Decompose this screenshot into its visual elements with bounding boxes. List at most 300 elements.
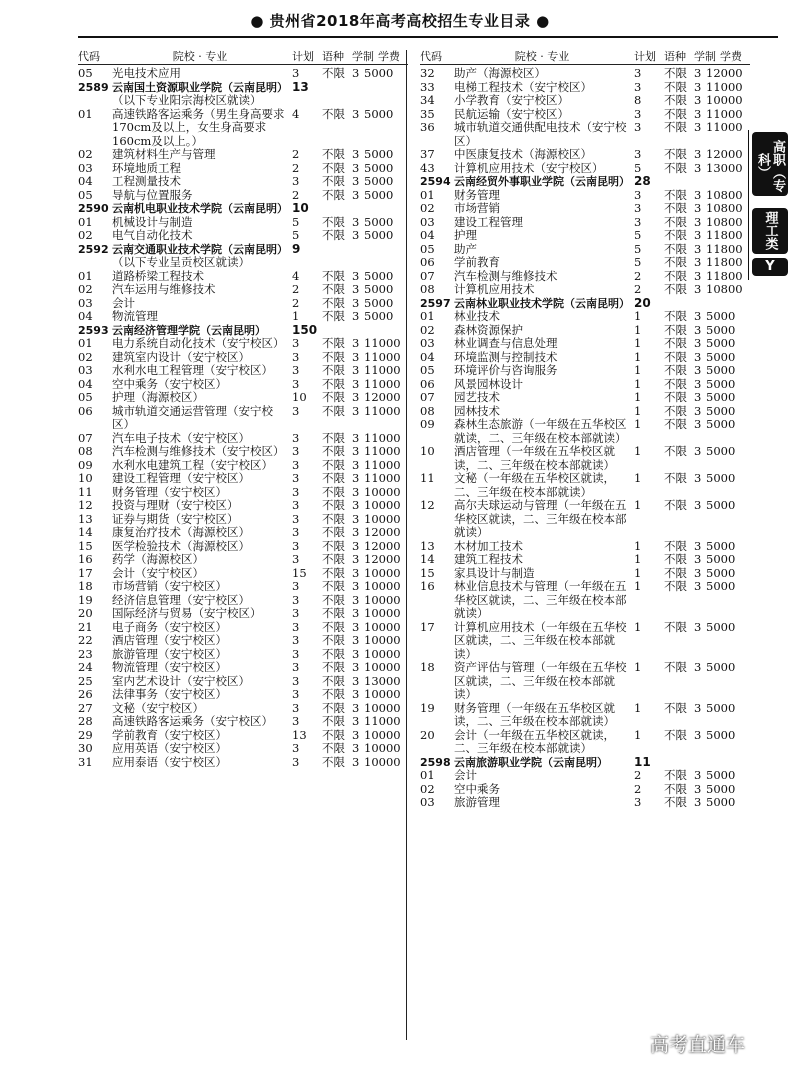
major-code: 05 (78, 66, 93, 80)
major-name: 工程测量技术 (112, 174, 181, 188)
major-years: 3 (352, 444, 360, 458)
major-name: 汽车运用与维修技术 (112, 282, 216, 296)
major-code: 09 (420, 417, 435, 431)
major-language: 不限 (322, 484, 345, 499)
major-fee: 5000 (364, 147, 394, 161)
major-code: 02 (420, 322, 435, 337)
table-row (420, 67, 750, 81)
major-fee: 5000 (364, 214, 394, 229)
major-code: 34 (420, 93, 435, 107)
major-fee: 10000 (364, 579, 401, 593)
table-row (78, 715, 408, 729)
major-name: 建设工程管理（安宁校区） (112, 471, 250, 485)
major-plan: 1 (634, 403, 642, 418)
school-row (78, 202, 408, 216)
header-lang: 语种 (322, 50, 344, 63)
major-code: 25 (78, 673, 93, 688)
major-fee: 5000 (706, 471, 736, 485)
major-plan: 3 (292, 606, 300, 620)
major-years: 3 (694, 565, 702, 580)
major-plan: 3 (292, 66, 300, 80)
major-name: 会计 (112, 295, 135, 310)
major-code: 07 (420, 268, 435, 283)
major-years: 3 (352, 538, 360, 553)
major-name: 高速铁路客运乘务（男生身高要求170cm及以上，女生身高要求160cm及以上。） (112, 106, 285, 148)
major-plan: 5 (634, 241, 642, 256)
major-plan: 1 (634, 727, 642, 742)
school-name: 云南经济管理学院（云南昆明） (112, 323, 266, 337)
major-plan: 1 (634, 565, 642, 580)
major-fee: 13000 (706, 160, 743, 175)
major-language: 不限 (322, 390, 345, 404)
major-years: 3 (694, 187, 702, 202)
table-row (420, 391, 750, 405)
major-plan: 3 (292, 376, 300, 391)
major-code: 15 (78, 538, 93, 553)
major-plan: 1 (634, 579, 642, 593)
major-plan: 3 (292, 619, 300, 634)
major-code: 01 (78, 106, 93, 121)
major-plan: 3 (634, 201, 642, 215)
major-years: 3 (352, 336, 360, 350)
major-years: 3 (694, 727, 702, 742)
major-language: 不限 (664, 228, 687, 242)
major-name: 建筑工程技术 (454, 552, 523, 566)
major-years: 3 (694, 376, 702, 391)
left-column (78, 50, 408, 769)
major-years: 3 (352, 228, 360, 242)
major-language: 不限 (664, 187, 687, 202)
major-name: 经济信息管理（安宁校区） (112, 592, 250, 607)
major-name: 应用泰语（安宁校区） (112, 754, 227, 769)
major-plan: 3 (292, 633, 300, 647)
table-row (420, 418, 750, 445)
major-language: 不限 (664, 309, 687, 323)
major-plan: 3 (292, 498, 300, 512)
major-language: 不限 (322, 363, 345, 377)
major-years: 3 (352, 390, 360, 404)
table-row (78, 67, 408, 81)
table-row (420, 256, 750, 270)
major-name: 财务管理（一年级在五华校区就读，二、三年级在校本部就读） (454, 700, 615, 728)
major-years: 3 (352, 727, 360, 742)
major-plan: 3 (292, 646, 300, 661)
major-name: 证券与期货（安宁校区） (112, 511, 239, 526)
major-plan: 1 (634, 444, 642, 458)
table-row (420, 283, 750, 297)
table-row (420, 499, 750, 540)
major-plan: 2 (292, 160, 300, 175)
major-plan: 3 (634, 79, 642, 94)
major-name: 助产 (454, 241, 477, 256)
major-name: 护理（海源校区） (112, 390, 204, 404)
table-header (420, 50, 750, 65)
major-language: 不限 (322, 282, 345, 296)
major-code: 04 (78, 376, 93, 391)
major-years: 3 (694, 241, 702, 256)
major-code: 22 (78, 633, 93, 647)
major-fee: 10000 (364, 727, 401, 742)
major-code: 18 (78, 579, 93, 593)
major-fee: 11800 (706, 228, 743, 242)
major-code: 20 (420, 727, 435, 742)
major-code: 23 (78, 646, 93, 661)
table-row (78, 108, 408, 149)
table-row (78, 499, 408, 513)
major-years: 3 (694, 214, 702, 229)
major-code: 29 (78, 727, 93, 742)
table-row (78, 175, 408, 189)
major-years: 3 (352, 147, 360, 161)
major-years: 3 (694, 552, 702, 566)
major-language: 不限 (322, 660, 345, 674)
table-row (78, 162, 408, 176)
major-fee: 5000 (706, 660, 736, 674)
major-name: 森林生态旅游（一年级在五华校区就读，二、三年级在校本部就读） (454, 417, 627, 445)
major-years: 3 (352, 295, 360, 310)
school-plan: 13 (292, 79, 309, 94)
table-row (78, 472, 408, 486)
major-name: 计算机应用技术 (454, 282, 535, 296)
table-row (78, 351, 408, 365)
major-language: 不限 (664, 106, 687, 121)
major-years: 3 (352, 633, 360, 647)
major-plan: 1 (634, 538, 642, 553)
major-code: 13 (78, 511, 93, 526)
major-name: 水利水电建筑工程（安宁校区） (112, 457, 273, 472)
major-years: 3 (352, 646, 360, 661)
major-plan: 1 (634, 309, 642, 323)
school-code: 2593 (78, 323, 109, 337)
major-years: 3 (352, 754, 360, 769)
header-year: 学制 (694, 50, 716, 63)
major-fee: 5000 (706, 322, 736, 337)
table-row (78, 486, 408, 500)
major-language: 不限 (664, 619, 687, 634)
major-plan: 13 (292, 727, 307, 742)
major-years: 3 (352, 214, 360, 229)
major-language: 不限 (664, 498, 687, 512)
major-years: 3 (352, 363, 360, 377)
table-row (78, 526, 408, 540)
table-row (420, 202, 750, 216)
major-language: 不限 (322, 106, 345, 121)
major-name: 会计（安宁校区） (112, 565, 204, 580)
major-plan: 3 (292, 444, 300, 458)
major-language: 不限 (664, 417, 687, 431)
major-name: 建筑材料生产与管理 (112, 147, 216, 161)
major-plan: 2 (634, 781, 642, 796)
major-language: 不限 (664, 66, 687, 80)
major-name: 道路桥梁工程技术 (112, 268, 204, 283)
major-years: 3 (694, 390, 702, 404)
major-code: 03 (78, 160, 93, 175)
major-plan: 2 (292, 295, 300, 310)
major-plan: 5 (634, 160, 642, 175)
major-years: 3 (694, 309, 702, 323)
major-years: 3 (352, 700, 360, 715)
major-years: 3 (352, 741, 360, 755)
table-row (420, 270, 750, 284)
major-language: 不限 (664, 147, 687, 161)
major-fee: 5000 (706, 781, 736, 796)
major-years: 3 (694, 363, 702, 377)
school-name: 云南经贸外事职业学院（云南昆明） (454, 175, 630, 188)
major-name: 电力系统自动化技术（安宁校区） (112, 336, 285, 350)
major-name: 空中乘务 (454, 781, 500, 796)
school-code: 2597 (420, 296, 451, 310)
major-code: 08 (78, 444, 93, 458)
major-name: 导航与位置服务 (112, 187, 193, 202)
table-row (78, 675, 408, 689)
major-code: 43 (420, 160, 435, 175)
major-fee: 11000 (364, 714, 401, 728)
major-name: 应用英语（安宁校区） (112, 741, 227, 755)
major-language: 不限 (322, 579, 345, 593)
school-plan: 20 (634, 295, 651, 310)
major-years: 3 (694, 282, 702, 296)
major-plan: 3 (634, 795, 642, 809)
major-language: 不限 (322, 444, 345, 458)
major-language: 不限 (664, 390, 687, 404)
header-plan: 计划 (292, 50, 314, 63)
major-code: 02 (78, 228, 93, 242)
major-language: 不限 (322, 633, 345, 647)
major-fee: 10000 (364, 498, 401, 512)
table-row (78, 621, 408, 635)
major-fee: 5000 (706, 309, 736, 323)
major-plan: 1 (634, 552, 642, 566)
major-name: 林业信息技术与管理（一年级在五华校区就读，二、三年级在校本部就读） (454, 579, 627, 620)
major-fee: 11000 (364, 376, 401, 391)
major-language: 不限 (322, 349, 345, 364)
major-name: 建设工程管理 (454, 214, 523, 229)
major-language: 不限 (322, 525, 345, 539)
major-name: 市场营销 (454, 201, 500, 215)
major-code: 07 (420, 390, 435, 404)
major-name: 中医康复技术（海源校区） (454, 147, 592, 161)
major-language: 不限 (322, 754, 345, 769)
major-language: 不限 (664, 768, 687, 782)
note-text: （以下专业阳宗海校区就读） (112, 93, 262, 107)
major-fee: 5000 (364, 66, 394, 80)
major-years: 3 (352, 66, 360, 80)
major-code: 09 (78, 457, 93, 472)
major-fee: 11000 (364, 363, 401, 377)
school-code: 2589 (78, 80, 109, 94)
major-code: 11 (420, 471, 435, 485)
major-fee: 11000 (364, 430, 401, 445)
major-code: 20 (78, 606, 93, 620)
major-years: 3 (694, 498, 702, 512)
major-plan: 3 (634, 214, 642, 229)
major-plan: 1 (634, 363, 642, 377)
major-plan: 15 (292, 565, 307, 580)
major-language: 不限 (322, 376, 345, 391)
major-plan: 1 (634, 349, 642, 364)
major-fee: 10800 (706, 214, 743, 229)
school-row (420, 175, 750, 189)
major-plan: 1 (634, 376, 642, 391)
major-years: 3 (352, 309, 360, 323)
table-row (420, 553, 750, 567)
major-fee: 11000 (364, 336, 401, 350)
school-plan: 150 (292, 322, 318, 337)
table-row (78, 229, 408, 243)
major-plan: 1 (292, 309, 300, 323)
major-language: 不限 (322, 511, 345, 526)
major-language: 不限 (322, 687, 345, 701)
major-plan: 3 (292, 660, 300, 674)
table-row (420, 310, 750, 324)
major-name: 建筑室内设计（安宁校区） (112, 349, 250, 364)
major-code: 01 (78, 336, 93, 350)
school-code: 2594 (420, 175, 451, 188)
school-plan: 10 (292, 201, 309, 215)
major-code: 11 (78, 484, 93, 499)
major-language: 不限 (322, 228, 345, 242)
table-row (78, 270, 408, 284)
major-language: 不限 (322, 592, 345, 607)
school-row (78, 81, 408, 95)
table-row (420, 378, 750, 392)
major-years: 3 (694, 322, 702, 337)
table-row (78, 378, 408, 392)
major-code: 17 (420, 619, 435, 634)
table-row (420, 148, 750, 162)
major-code: 08 (420, 282, 435, 296)
note-text: （以下专业呈贡校区就读） (112, 255, 250, 269)
major-code: 10 (78, 471, 93, 485)
table-row (78, 742, 408, 756)
major-language: 不限 (322, 147, 345, 161)
table-row (420, 796, 750, 810)
major-code: 27 (78, 700, 93, 715)
major-name: 医学检验技术（海源校区） (112, 538, 250, 553)
major-code: 05 (78, 390, 93, 404)
school-row (420, 756, 750, 770)
major-language: 不限 (664, 781, 687, 796)
campus-note (78, 256, 408, 270)
table-row (78, 445, 408, 459)
major-years: 3 (694, 403, 702, 418)
table-row (420, 189, 750, 203)
table-row (78, 405, 408, 432)
major-name: 风景园林设计 (454, 376, 523, 391)
major-years: 3 (694, 160, 702, 175)
major-fee: 5000 (364, 174, 394, 188)
table-row (420, 364, 750, 378)
major-plan: 2 (292, 147, 300, 161)
table-row (78, 661, 408, 675)
table-row (78, 580, 408, 594)
school-row (420, 297, 750, 311)
major-language: 不限 (664, 727, 687, 742)
major-code: 32 (420, 66, 435, 80)
major-plan: 3 (634, 106, 642, 121)
major-code: 18 (420, 660, 435, 674)
major-fee: 11000 (364, 444, 401, 458)
major-years: 3 (352, 552, 360, 566)
major-fee: 5000 (706, 552, 736, 566)
table-row (420, 229, 750, 243)
major-name: 法律事务（安宁校区） (112, 687, 227, 701)
major-years: 3 (352, 673, 360, 688)
table-row (78, 648, 408, 662)
major-years: 3 (352, 106, 360, 121)
school-name: 云南国土资源职业学院（云南昆明） (112, 80, 288, 94)
major-name: 药学（海源校区） (112, 552, 204, 566)
major-fee: 10000 (364, 660, 401, 674)
major-code: 08 (420, 403, 435, 418)
side-tab-category (752, 208, 788, 254)
major-name: 学前教育（安宁校区） (112, 727, 227, 742)
school-name: 云南机电职业技术学院（云南昆明） (112, 202, 288, 215)
major-fee: 10000 (364, 633, 401, 647)
major-years: 3 (694, 660, 702, 674)
school-row (78, 324, 408, 338)
major-fee: 5000 (364, 106, 394, 121)
major-code: 10 (420, 444, 435, 458)
major-language: 不限 (322, 565, 345, 580)
major-fee: 10000 (364, 565, 401, 580)
header-fee: 学费 (720, 50, 742, 63)
major-code: 16 (78, 552, 93, 566)
major-fee: 11000 (706, 79, 743, 94)
major-years: 3 (694, 444, 702, 458)
major-plan: 3 (634, 120, 642, 134)
school-name: 云南交通职业技术学院（云南昆明） (112, 242, 288, 256)
major-name: 民航运输（安宁校区） (454, 106, 569, 121)
major-code: 03 (420, 214, 435, 229)
major-code: 21 (78, 619, 93, 634)
major-fee: 12000 (706, 147, 743, 161)
major-plan: 3 (292, 511, 300, 526)
watermark: 高考直通车 (650, 1034, 746, 1056)
major-name: 物流管理（安宁校区） (112, 660, 227, 674)
major-plan: 3 (292, 538, 300, 553)
major-code: 19 (420, 700, 435, 715)
major-name: 城市轨道交通运营管理（安宁校区） (112, 403, 273, 431)
major-plan: 3 (292, 754, 300, 769)
side-rule (748, 130, 749, 280)
major-code: 03 (78, 363, 93, 377)
major-plan: 3 (292, 579, 300, 593)
table-row (78, 756, 408, 770)
table-row (420, 445, 750, 472)
table-row (420, 216, 750, 230)
major-language: 不限 (322, 336, 345, 350)
major-name: 计算机应用技术（一年级在五华校区就读，二、三年级在校本部就读） (454, 619, 627, 661)
major-code: 02 (420, 781, 435, 796)
major-plan: 3 (634, 187, 642, 202)
major-code: 36 (420, 120, 435, 134)
table-row (420, 540, 750, 554)
major-fee: 10000 (364, 700, 401, 715)
major-name: 环境地质工程 (112, 160, 181, 175)
major-fee: 11000 (706, 106, 743, 121)
major-language: 不限 (322, 727, 345, 742)
major-code: 03 (420, 336, 435, 350)
major-name: 空中乘务（安宁校区） (112, 376, 227, 391)
table-row (78, 553, 408, 567)
major-fee: 5000 (706, 795, 736, 809)
major-language: 不限 (322, 538, 345, 553)
table-row (420, 729, 750, 756)
major-fee: 5000 (706, 700, 736, 715)
major-plan: 1 (634, 700, 642, 715)
school-name: 云南林业职业技术学院（云南昆明） (454, 296, 630, 310)
